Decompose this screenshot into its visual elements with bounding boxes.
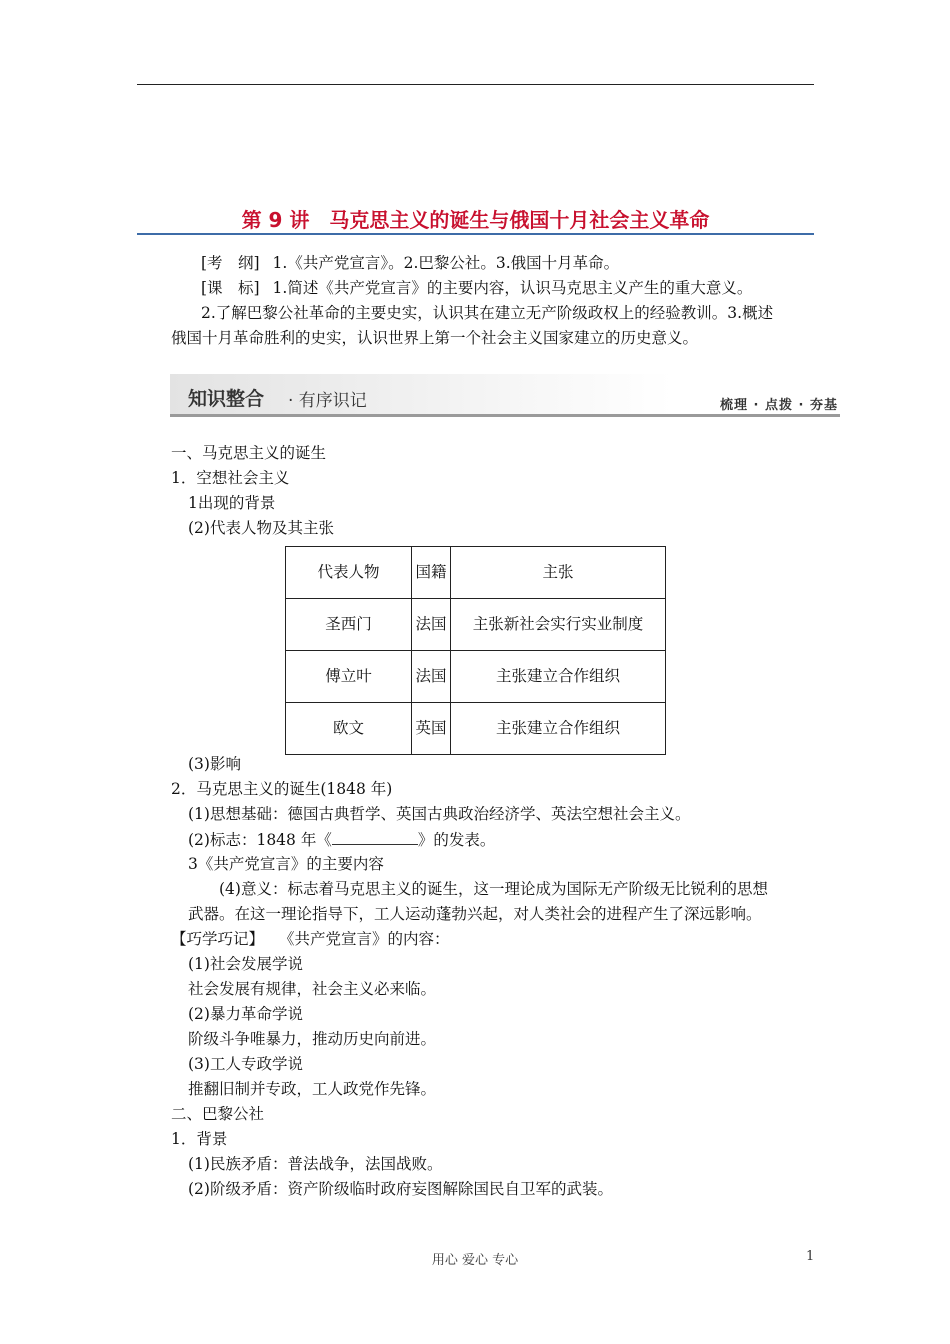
item-background: 1出现的背景 <box>188 494 276 512</box>
title-underline <box>137 233 814 235</box>
tip-item-1-text: 社会发展有规律，社会主义必来临。 <box>188 980 437 998</box>
tip-line <box>171 927 449 952</box>
kebiao-text: 1.简述《共产党宣言》的主要内容，认识马克思主义产生的重大意义。 <box>272 279 753 297</box>
cell-country: 法国 <box>412 599 451 651</box>
item-representatives: (2)代表人物及其主张 <box>188 519 334 537</box>
cell-country: 英国 <box>412 703 451 755</box>
subsection-2-1: 1．背景 <box>171 1130 228 1148</box>
item-symbol <box>188 827 495 853</box>
item-significance-2: 武器。在这一理论指导下，工人运动蓬勃兴起，对人类社会的进程产生了深远影响。 <box>188 905 762 923</box>
cell-name: 傅立叶 <box>286 651 412 703</box>
kebiao-line-3: 2.了解巴黎公社革命的主要史实，认识其在建立无产阶级政权上的经验教训。3.概述 <box>201 304 774 322</box>
kaogang-line <box>201 251 619 276</box>
representatives-table <box>285 546 666 755</box>
kaogang-label: [考 纲] <box>201 254 260 272</box>
table-row <box>286 703 666 755</box>
item-symbol-suffix: 》的发表。 <box>417 831 496 849</box>
cell-claim: 主张建立合作组织 <box>451 703 666 755</box>
cell-name: 圣西门 <box>286 599 412 651</box>
banner-tagline: 梳理 · 点拨 · 夯基 <box>720 398 838 413</box>
fill-blank[interactable] <box>332 827 418 845</box>
section-1-heading: 一、马克思主义的诞生 <box>171 444 327 462</box>
tip-item-3-text: 推翻旧制并专政，工人政党作先锋。 <box>188 1080 437 1098</box>
header-cell-name: 代表人物 <box>286 547 412 599</box>
header-rule <box>137 84 814 85</box>
section-banner <box>170 374 840 418</box>
cell-claim: 主张新社会实行实业制度 <box>451 599 666 651</box>
table-row <box>286 599 666 651</box>
tip-item-2-text: 阶级斗争唯暴力，推动历史向前进。 <box>188 1030 437 1048</box>
tip-text: 《共产党宣言》的内容： <box>278 930 450 948</box>
page-footer: 用心 爱心 专心 <box>431 1253 519 1268</box>
banner-subtitle: · 有序识记 <box>288 391 367 411</box>
section-2-heading: 二、巴黎公社 <box>171 1105 265 1123</box>
tip-label: 【巧学巧记】 <box>171 930 265 948</box>
tip-item-1: (1)社会发展学说 <box>188 955 303 973</box>
item-national-conflict: (1)民族矛盾：普法战争，法国战败。 <box>188 1155 443 1173</box>
banner-title: 知识整合 <box>188 388 265 410</box>
subsection-1-2: 2．马克思主义的诞生(1848 年) <box>171 780 393 798</box>
kebiao-line <box>201 276 752 301</box>
item-influence: (3)影响 <box>188 755 241 773</box>
header-cell-country: 国籍 <box>412 547 451 599</box>
subsection-1-1: 1．空想社会主义 <box>171 469 290 487</box>
page-title: 第 9 讲 马克思主义的诞生与俄国十月社会主义革命 <box>241 208 710 232</box>
cell-country: 法国 <box>412 651 451 703</box>
item-significance-1: (4)意义：标志着马克思主义的诞生，这一理论成为国际无产阶级无比锐利的思想 <box>219 880 768 898</box>
cell-claim: 主张建立合作组织 <box>451 651 666 703</box>
item-symbol-prefix: (2)标志：1848 年《 <box>188 831 332 849</box>
kebiao-label: [课 标] <box>201 279 260 297</box>
kebiao-line-4: 俄国十月革命胜利的史实，认识世界上第一个社会主义国家建立的历史意义。 <box>171 329 699 347</box>
banner-rule <box>170 414 840 417</box>
table-header-row <box>286 547 666 599</box>
page-number: 1 <box>806 1249 815 1264</box>
item-manifesto-content: 3《共产党宣言》的主要内容 <box>188 855 384 873</box>
table-row <box>286 651 666 703</box>
tip-item-2: (2)暴力革命学说 <box>188 1005 303 1023</box>
item-class-conflict: (2)阶级矛盾：资产阶级临时政府妄图解除国民自卫军的武装。 <box>188 1180 613 1198</box>
cell-name: 欧文 <box>286 703 412 755</box>
tip-item-3: (3)工人专政学说 <box>188 1055 303 1073</box>
header-cell-claim: 主张 <box>451 547 666 599</box>
item-foundation: (1)思想基础：德国古典哲学、英国古典政治经济学、英法空想社会主义。 <box>188 805 691 823</box>
kaogang-text: 1.《共产党宣言》。2.巴黎公社。3.俄国十月革命。 <box>272 254 620 272</box>
